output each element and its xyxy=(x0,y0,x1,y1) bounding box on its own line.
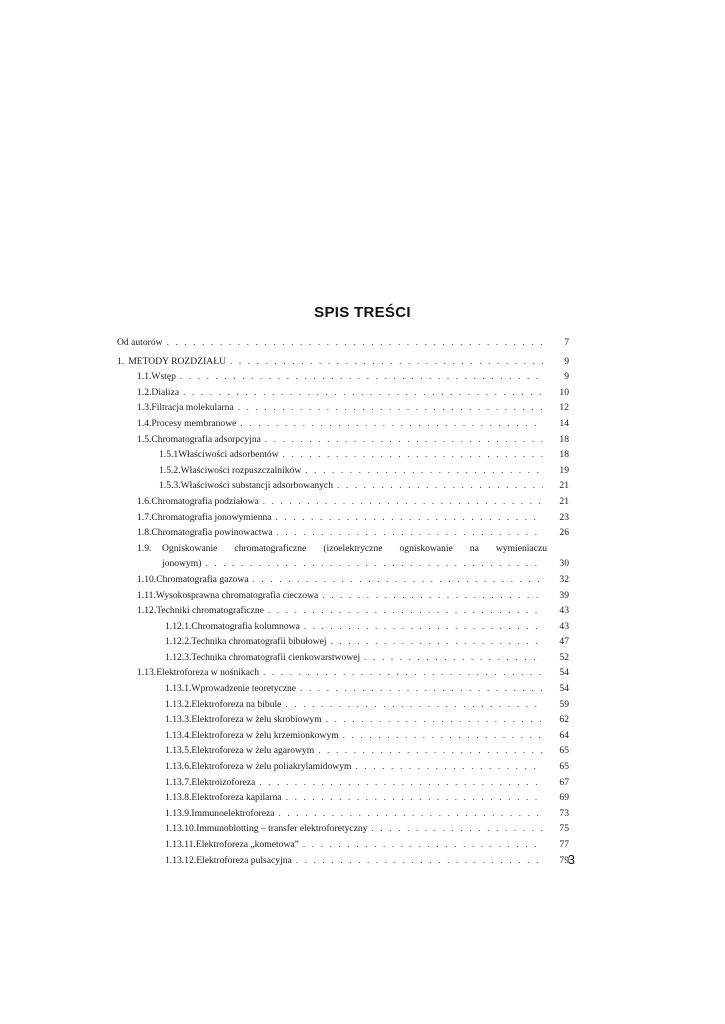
toc-entry-number: 1.13.4. xyxy=(165,729,192,741)
toc-dot-leader xyxy=(303,837,543,853)
toc-entry xyxy=(117,619,569,635)
toc-entry-page: 30 xyxy=(559,558,569,570)
toc-entry xyxy=(117,572,569,588)
toc-entry-label: Filtracja molekularna xyxy=(151,402,234,414)
toc-dot-leader xyxy=(263,494,543,510)
toc-entry xyxy=(117,681,569,697)
toc-entry-number: 1.12. xyxy=(137,605,157,617)
toc-entry-label: Elektroforeza kapilarna xyxy=(191,792,282,804)
toc-entry-label: Chromatografia jonowymienna xyxy=(151,511,272,523)
toc-entry-number: 1.13.3. xyxy=(165,714,192,726)
toc-dot-leader xyxy=(364,650,543,666)
toc-entry-label: Chromatografia gazowa xyxy=(156,573,249,585)
toc-entry xyxy=(117,463,569,479)
toc-dot-leader xyxy=(285,697,543,713)
toc-entry-label: Technika chromatografii cienkowarstwowej xyxy=(191,651,361,663)
toc-entry-page: 64 xyxy=(559,729,569,741)
toc-entry-page: 19 xyxy=(559,464,569,476)
toc-entry xyxy=(117,556,569,572)
toc-entry-page: 32 xyxy=(559,573,569,585)
toc-entry-label: Elektroforeza pulsacyjna xyxy=(196,854,292,866)
toc-entry-number: 1.1. xyxy=(137,371,152,383)
toc-entry xyxy=(117,525,569,541)
toc-entry-number: 1.5. xyxy=(137,433,152,445)
toc-entry-label: Wstęp xyxy=(151,371,176,383)
toc-entry-number: 1.13.7. xyxy=(165,776,192,788)
toc-entry-label: Chromatografia powinowactwa xyxy=(151,527,273,539)
toc-entry-number: 1. xyxy=(117,355,125,367)
toc-dot-leader xyxy=(322,588,543,604)
toc-entry-label: Dializa xyxy=(151,386,180,398)
toc-entry-label: Elektroizoforeza xyxy=(191,776,256,788)
toc-entry xyxy=(117,541,569,557)
toc-entry-number: 1.13.12. xyxy=(165,854,197,866)
toc-entry-label: Chromatografia kolumnowa xyxy=(191,620,300,632)
toc-entry-page: 9 xyxy=(564,371,569,383)
toc-entry-number: 1.12.1. xyxy=(165,620,192,632)
toc-entry-label: Właściwości substancji adsorbowanych xyxy=(180,480,333,492)
toc-dot-leader xyxy=(343,728,543,744)
toc-entry-page: 69 xyxy=(559,792,569,804)
toc-entry-page: 67 xyxy=(559,776,569,788)
toc-entry-number: 1.3. xyxy=(137,402,152,414)
toc-dot-leader xyxy=(230,354,543,370)
toc-entry-page: 62 xyxy=(559,714,569,726)
toc-entry-page: 10 xyxy=(559,386,569,398)
toc-entry-page: 43 xyxy=(559,620,569,632)
toc-entry-number: 1.13.9. xyxy=(165,807,192,819)
toc-dot-leader xyxy=(283,447,543,463)
toc-entry-page: 9 xyxy=(564,355,569,367)
toc-entry-label: Ogniskowanie chromatograficzne (izoelektryczne ogniskowanie na wymieniaczu xyxy=(162,542,547,554)
toc-entry xyxy=(117,603,569,619)
toc-entry-label: Immunoelektroforeza xyxy=(191,807,275,819)
toc-entry xyxy=(117,790,569,806)
toc-entry-number: 1.9. xyxy=(137,542,152,554)
toc-dot-leader xyxy=(277,525,543,541)
toc-entry xyxy=(117,712,569,728)
toc-entry-label: Elektroforeza na bibule xyxy=(191,698,282,710)
toc-entry-page: 21 xyxy=(559,480,569,492)
toc-entry xyxy=(117,821,569,837)
toc-dot-leader xyxy=(356,759,544,775)
toc-entry-label: Technika chromatografii bibułowej xyxy=(191,636,327,648)
toc-entry-number: 1.13.2. xyxy=(165,698,192,710)
toc-entry-number: 1.5.1 xyxy=(159,449,179,461)
toc-dot-leader xyxy=(265,432,543,448)
toc-entry-label: Wprowadzenie teoretyczne xyxy=(191,683,297,695)
toc-entry-label: Elektroforeza w żelu agarowym xyxy=(191,745,315,757)
toc-entry-label: Elektroforeza w nośnikach xyxy=(156,667,260,679)
toc-entry-number: 1.12.3. xyxy=(165,651,192,663)
toc-entry-label: Elektroforeza w żelu skrobiowym xyxy=(191,714,322,726)
toc-entry-page: 14 xyxy=(559,417,569,429)
toc-entry-page: 26 xyxy=(559,527,569,539)
toc-entry xyxy=(117,400,569,416)
toc-entry xyxy=(117,432,569,448)
toc-entry-page: 12 xyxy=(559,402,569,414)
toc-entry-number: 1.7. xyxy=(137,511,152,523)
toc-entry-label: Chromatografia podziałowa xyxy=(151,495,259,507)
toc-entry-label: Elektroforeza „kometowa” xyxy=(195,839,299,850)
toc-entry xyxy=(117,447,569,463)
toc-dot-leader xyxy=(318,743,543,759)
toc-entry-number: 1.13.6. xyxy=(165,761,192,773)
toc-entry-label: Od autorów xyxy=(117,337,163,348)
toc-dot-leader xyxy=(304,619,543,635)
toc-dot-leader xyxy=(180,369,543,385)
table-of-contents xyxy=(117,335,569,868)
toc-entry-page: 18 xyxy=(559,449,569,461)
toc-entry-page: 21 xyxy=(559,495,569,507)
toc-entry-number: 1.13.10. xyxy=(165,823,197,835)
toc-entry-number: 1.10. xyxy=(137,573,157,585)
toc-entry xyxy=(117,743,569,759)
toc-entry-number: 1.11. xyxy=(137,589,156,601)
toc-entry-page: 75 xyxy=(559,823,569,835)
toc-dot-leader xyxy=(372,821,544,837)
toc-dot-leader xyxy=(205,556,543,572)
toc-dot-leader xyxy=(286,790,543,806)
toc-dot-leader xyxy=(259,775,543,791)
toc-entry-number: 1.13.11. xyxy=(165,839,196,850)
toc-entry xyxy=(117,354,569,370)
toc-entry-label: Właściwości rozpuszczalników xyxy=(180,464,302,476)
toc-entry xyxy=(117,806,569,822)
toc-entry xyxy=(117,634,569,650)
toc-dot-leader xyxy=(240,416,543,432)
toc-entry-page: 43 xyxy=(559,605,569,617)
toc-entry xyxy=(117,650,569,666)
toc-entry xyxy=(117,837,569,853)
toc-entry xyxy=(117,728,569,744)
toc-entry-label: Wysokosprawna chromatografia cieczowa xyxy=(155,589,319,601)
toc-entry-page: 39 xyxy=(559,589,569,601)
toc-dot-leader xyxy=(263,665,543,681)
toc-entry-page: 79 xyxy=(559,854,569,866)
toc-entry xyxy=(117,853,569,869)
toc-entry xyxy=(117,494,569,510)
toc-entry-number: 1.13.1. xyxy=(165,683,192,695)
toc-entry-label: jonowym) xyxy=(162,558,202,570)
toc-entry xyxy=(117,416,569,432)
toc-dot-leader xyxy=(331,634,543,650)
toc-dot-leader xyxy=(167,335,543,351)
toc-entry-page: 54 xyxy=(559,683,569,695)
toc-dot-leader xyxy=(300,681,543,697)
toc-entry-number: 1.13. xyxy=(137,667,157,679)
toc-dot-leader xyxy=(337,478,543,494)
toc-entry-label: Procesy membranowe xyxy=(151,417,237,429)
toc-entry-page: 65 xyxy=(559,761,569,773)
toc-entry-number: 1.13.5. xyxy=(165,745,192,757)
toc-entry-number: 1.6. xyxy=(137,495,152,507)
toc-entry xyxy=(117,335,569,351)
toc-dot-leader xyxy=(253,572,543,588)
toc-entry-number: 1.4. xyxy=(137,417,152,429)
toc-entry-label: Właściwości adsorbentów xyxy=(178,449,279,461)
page-number: 3 xyxy=(567,852,575,867)
toc-dot-leader xyxy=(296,853,543,869)
toc-entry-number: 1.8. xyxy=(137,527,152,539)
toc-entry-page: 23 xyxy=(559,511,569,523)
toc-entry-page: 59 xyxy=(559,698,569,710)
toc-entry xyxy=(117,665,569,681)
toc-entry-number: 1.2. xyxy=(137,386,152,398)
toc-entry-page: 47 xyxy=(559,636,569,648)
page-title: SPIS TREŚCI xyxy=(314,304,411,321)
toc-entry-number: 1.12.2. xyxy=(165,636,192,648)
toc-entry xyxy=(117,510,569,526)
toc-entry-page: 73 xyxy=(559,807,569,819)
toc-entry xyxy=(117,478,569,494)
toc-entry-label: Chromatografia adsorpcyjna xyxy=(151,433,261,445)
toc-dot-leader xyxy=(183,385,543,401)
toc-entry-page: 77 xyxy=(559,839,569,850)
toc-entry-number: 1.13.8. xyxy=(165,792,192,804)
toc-dot-leader xyxy=(279,806,544,822)
toc-entry-label: Elektroforeza w żelu poliakrylamidowym xyxy=(191,761,352,773)
toc-entry-page: 7 xyxy=(564,337,569,348)
toc-entry-label: METODY ROZDZIAŁU xyxy=(128,355,226,367)
toc-entry xyxy=(117,385,569,401)
toc-entry-page: 18 xyxy=(559,433,569,445)
toc-dot-leader xyxy=(238,400,543,416)
toc-entry-label: Immunoblotting – transfer elektroforetyczny xyxy=(196,823,368,835)
toc-entry xyxy=(117,759,569,775)
toc-dot-leader xyxy=(305,463,543,479)
toc-entry-label: Techniki chromatograficzne xyxy=(156,605,264,617)
toc-entry-number: 1.5.3. xyxy=(159,480,181,492)
toc-entry-number: 1.5.2. xyxy=(159,464,181,476)
toc-dot-leader xyxy=(326,712,543,728)
toc-entry xyxy=(117,697,569,713)
toc-dot-leader xyxy=(268,603,543,619)
toc-entry xyxy=(117,369,569,385)
toc-entry xyxy=(117,775,569,791)
toc-entry-page: 65 xyxy=(559,745,569,757)
toc-entry-page: 54 xyxy=(559,667,569,679)
toc-entry-page: 52 xyxy=(559,651,569,663)
toc-entry-label: Elektroforeza w żelu krzemionkowym xyxy=(191,729,339,741)
toc-dot-leader xyxy=(276,510,543,526)
toc-entry xyxy=(117,588,569,604)
